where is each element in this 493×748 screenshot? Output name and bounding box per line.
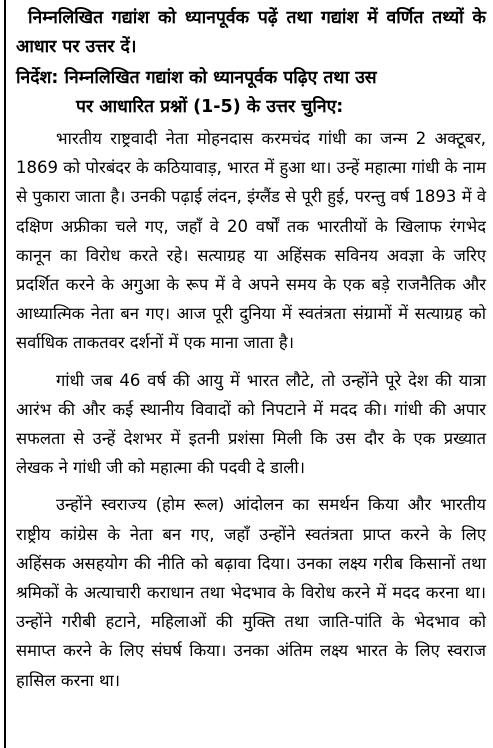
passage-paragraph-3: उन्होंने स्वराज्य (होम रूल) आंदोलन का समर्थन किया और भारतीय राष्ट्रीय कांग्रेस के नेता बन गए, जहाँ उन्होंने स्वतंत्रता प्राप्त करने के लिए अहिंसक असहयोग की नीति को बढ़ावा दिया। उनका लक्ष्य गरीब किसानों तथा श्रमिकों के अत्याचारी कराधान तथा भेदभाव के विरोध करने में मदद करना था। उन्होंने गरीबी हटाने, महिलाओं की मुक्ति तथा जाति-पांति के भेदभाव को समाप्त करने के लिए संघर्ष किया। उनका अंतिम लक्ष्य भारत के लिए स्वराज हासिल करना था। [16,495,486,690]
instruction-heading: निम्नलिखित गद्यांश को ध्यानपूर्वक पढ़ें तथा गद्यांश में वर्णित तथ्यों के आधार पर उत्तर दें। [16,8,486,57]
directions-heading [16,64,486,122]
directions-line-a: निर्देश: निम्नलिखित गद्यांश को ध्यानपूर्वक पढ़िए तथा उस [16,68,377,88]
passage-paragraph-2: गांधी जब 46 वर्ष की आयु में भारत लौटे, तो उन्होंने पूरे देश की यात्रा आरंभ की और कई स्थानीय विवादों को निपटाने में मदद की। गांधी की अपार सफलता से उन्हें देशभर में इतनी प्रशंसा मिली कि उस दौर के एक प्रख्यात लेखक ने गांधी जी को महात्मा की पदवी दे डाली। [16,370,486,478]
passage-paragraph-1: भारतीय राष्ट्रवादी नेता मोहनदास करमचंद गांधी का जन्म 2 अक्टूबर, 1869 को पोरबंदर के कठियावाड़, भारत में हुआ था। उन्हें महात्मा गांधी के नाम से पुकारा जाता है। उनकी पढ़ाई लंदन, इंग्लैंड से पूरी हुई, परन्तु वर्ष 1893 में वे दक्षिण अफ्रीका चले गए, जहाँ वे 20 वर्षों तक भारतीयों के खिलाफ रंगभेद कानून का विरोध करते रहे। सत्याग्रह या अहिंसक सविनय अवज्ञा के जरिए प्रदर्शित करने के अगुआ के रूप में वे अपने समय के एक बड़े राजनैतिक और आध्यात्मिक नेता बन गए। आज पूरी दुनिया में स्वतंत्रता संग्रामों में सत्याग्रह को सर्वाधिक ताकतवर दर्शनों में एक माना जाता है। [16,129,486,353]
passage-page [16,4,486,695]
left-margin-rule [4,0,6,748]
directions-line-b: पर आधारित प्रश्नों (1-5) के उत्तर चुनिए: [76,97,344,117]
